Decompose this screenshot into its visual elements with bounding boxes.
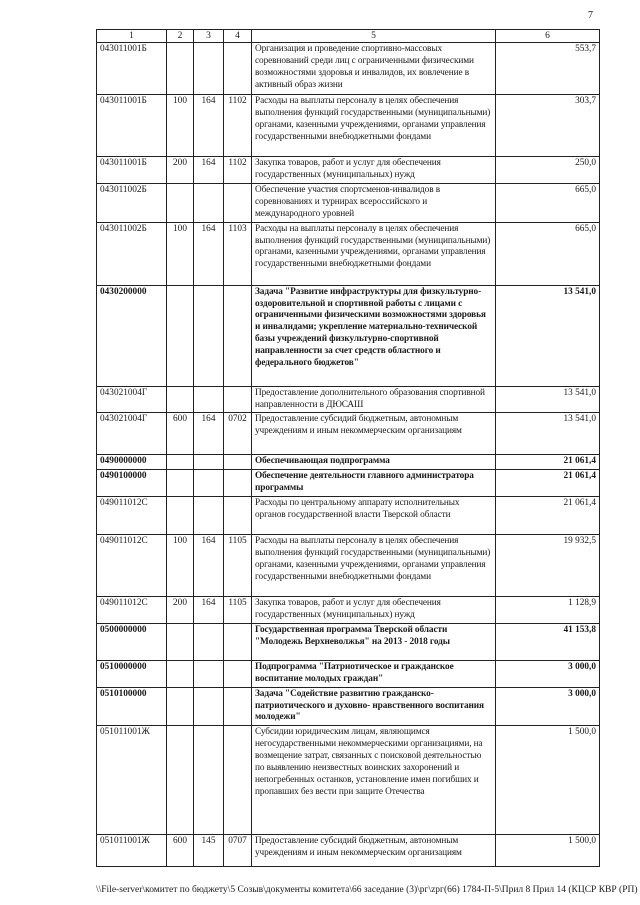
table-row bbox=[97, 597, 600, 624]
row-description: Расходы на выплаты персоналу в целях обеспечения выполнения функций государственными (муниципальными) органами, казенными учреждениями, органами управления государственными внебюджетными фондами bbox=[252, 222, 496, 285]
section-code: 1103 bbox=[224, 222, 252, 285]
row-amount: 3 000,0 bbox=[496, 687, 600, 726]
kvr-code bbox=[167, 497, 194, 535]
row-amount: 553,7 bbox=[496, 43, 600, 95]
kcsr-code: 0490100000 bbox=[97, 470, 167, 497]
kcsr-code: 043011001Б bbox=[97, 157, 167, 184]
row-amount: 665,0 bbox=[496, 183, 600, 222]
section-code: 1102 bbox=[224, 157, 252, 184]
admin-code bbox=[194, 455, 224, 470]
row-description: Предоставление дополнительного образования спортивной направленности в ДЮСАШ bbox=[252, 386, 496, 413]
section-code: 1102 bbox=[224, 95, 252, 157]
row-description: Расходы на выплаты персоналу в целях обеспечения выполнения функций государственными (муниципальными) органами, казенными учреждениями, органами управления государственными внебюджетными фондами bbox=[252, 95, 496, 157]
section-code bbox=[224, 497, 252, 535]
table-row bbox=[97, 183, 600, 222]
admin-code: 145 bbox=[194, 835, 224, 867]
section-code: 1105 bbox=[224, 535, 252, 597]
col-header-1: 1 bbox=[97, 30, 167, 43]
row-description: Расходы на выплаты персоналу в целях обеспечения выполнения функций государственными (муниципальными) органами, казенными учреждениями, органами управления государственными внебюджетными фондами bbox=[252, 535, 496, 597]
table-row bbox=[97, 455, 600, 470]
row-description: Предоставление субсидий бюджетным, автономным учреждениям и иным некоммерческим организациям bbox=[252, 835, 496, 867]
section-code: 0702 bbox=[224, 413, 252, 455]
row-description: Расходы по центральному аппарату исполнительных органов государственной власти Тверской области bbox=[252, 497, 496, 535]
row-amount: 3 000,0 bbox=[496, 660, 600, 687]
row-amount: 665,0 bbox=[496, 222, 600, 285]
table-row bbox=[97, 222, 600, 285]
section-code bbox=[224, 386, 252, 413]
kvr-code bbox=[167, 43, 194, 95]
row-amount: 13 541,0 bbox=[496, 413, 600, 455]
col-header-5: 5 bbox=[252, 30, 496, 43]
table-row bbox=[97, 687, 600, 726]
kcsr-code: 043011002Б bbox=[97, 183, 167, 222]
kvr-code bbox=[167, 660, 194, 687]
row-amount: 1 128,9 bbox=[496, 597, 600, 624]
kvr-code bbox=[167, 285, 194, 386]
section-code bbox=[224, 43, 252, 95]
row-amount: 13 541,0 bbox=[496, 386, 600, 413]
table-row bbox=[97, 95, 600, 157]
page-number: 7 bbox=[588, 10, 593, 21]
row-description: Организация и проведение спортивно-массовых соревнований среди лиц с ограниченными физическими возможностями здоровья и инвалидов, их вовлечение в активный образ жизни bbox=[252, 43, 496, 95]
admin-code bbox=[194, 660, 224, 687]
row-amount: 13 541,0 bbox=[496, 285, 600, 386]
kcsr-code: 051011001Ж bbox=[97, 726, 167, 835]
kvr-code: 200 bbox=[167, 157, 194, 184]
kvr-code bbox=[167, 183, 194, 222]
col-header-6: 6 bbox=[496, 30, 600, 43]
table-row bbox=[97, 726, 600, 835]
kcsr-code: 043021004Г bbox=[97, 386, 167, 413]
table-row bbox=[97, 43, 600, 95]
row-amount: 19 932,5 bbox=[496, 535, 600, 597]
row-amount: 1 500,0 bbox=[496, 835, 600, 867]
kvr-code bbox=[167, 726, 194, 835]
admin-code bbox=[194, 687, 224, 726]
row-description: Субсидии юридическим лицам, являющимся негосударственными некоммерческими организациями, на возмещение затрат, связанных с поисковой деятельностью по выявлению неизвестных воинских захоронений и непогребенных останков, установление имен погибших и пропавших без вести при защите Отечества bbox=[252, 726, 496, 835]
admin-code bbox=[194, 285, 224, 386]
table-row bbox=[97, 386, 600, 413]
row-amount: 303,7 bbox=[496, 95, 600, 157]
header-row bbox=[97, 30, 600, 43]
admin-code: 164 bbox=[194, 157, 224, 184]
kvr-code bbox=[167, 687, 194, 726]
row-description: Государственная программа Тверской области "Молодежь Верхневолжья" на 2013 - 2018 годы bbox=[252, 623, 496, 660]
admin-code: 164 bbox=[194, 413, 224, 455]
kvr-code: 100 bbox=[167, 95, 194, 157]
admin-code bbox=[194, 497, 224, 535]
admin-code: 164 bbox=[194, 535, 224, 597]
section-code bbox=[224, 285, 252, 386]
row-description: Обеспечение деятельности главного администратора программы bbox=[252, 470, 496, 497]
row-amount: 1 500,0 bbox=[496, 726, 600, 835]
section-code bbox=[224, 470, 252, 497]
kvr-code: 100 bbox=[167, 222, 194, 285]
row-description: Предоставление субсидий бюджетным, автономным учреждениям и иным некоммерческим организациям bbox=[252, 413, 496, 455]
admin-code: 164 bbox=[194, 95, 224, 157]
table-row bbox=[97, 157, 600, 184]
col-header-3: 3 bbox=[194, 30, 224, 43]
kvr-code: 100 bbox=[167, 535, 194, 597]
kcsr-code: 0510000000 bbox=[97, 660, 167, 687]
col-header-2: 2 bbox=[167, 30, 194, 43]
admin-code bbox=[194, 386, 224, 413]
kcsr-code: 049011012С bbox=[97, 597, 167, 624]
row-description: Обеспечивающая подпрограмма bbox=[252, 455, 496, 470]
section-code bbox=[224, 726, 252, 835]
kcsr-code: 0430200000 bbox=[97, 285, 167, 386]
admin-code bbox=[194, 726, 224, 835]
col-header-4: 4 bbox=[224, 30, 252, 43]
table-row bbox=[97, 835, 600, 867]
kcsr-code: 043011001Б bbox=[97, 95, 167, 157]
row-amount: 250,0 bbox=[496, 157, 600, 184]
table-row bbox=[97, 413, 600, 455]
table-row bbox=[97, 285, 600, 386]
kcsr-code: 043021004Г bbox=[97, 413, 167, 455]
kcsr-code: 0490000000 bbox=[97, 455, 167, 470]
file-path-footer: \\File-server\комитет по бюджету\5 Созыв\документы комитета\66 заседание (3)\рг\zрг(66) 1784-П-5\Прил 8 Прил 14 (КЦСР КВР (РП) bbox=[96, 885, 638, 895]
section-code bbox=[224, 660, 252, 687]
budget-table bbox=[96, 29, 600, 867]
table-row bbox=[97, 470, 600, 497]
row-description: Задача "Содействие развитию гражданско-патриотического и духовно- нравственного воспитания молодежи" bbox=[252, 687, 496, 726]
kvr-code bbox=[167, 623, 194, 660]
table-row bbox=[97, 535, 600, 597]
section-code bbox=[224, 455, 252, 470]
row-description: Закупка товаров, работ и услуг для обеспечения государственных (муниципальных) нужд bbox=[252, 157, 496, 184]
admin-code bbox=[194, 470, 224, 497]
row-description: Подпрограмма "Патриотическое и гражданское воспитание молодых граждан" bbox=[252, 660, 496, 687]
kcsr-code: 043011002Б bbox=[97, 222, 167, 285]
admin-code bbox=[194, 183, 224, 222]
section-code bbox=[224, 623, 252, 660]
row-amount: 41 153,8 bbox=[496, 623, 600, 660]
table-row bbox=[97, 623, 600, 660]
kvr-code bbox=[167, 386, 194, 413]
kvr-code: 600 bbox=[167, 835, 194, 867]
kvr-code: 600 bbox=[167, 413, 194, 455]
section-code: 0707 bbox=[224, 835, 252, 867]
kvr-code: 200 bbox=[167, 597, 194, 624]
admin-code: 164 bbox=[194, 222, 224, 285]
section-code: 1105 bbox=[224, 597, 252, 624]
kcsr-code: 049011012С bbox=[97, 497, 167, 535]
row-amount: 21 061,4 bbox=[496, 470, 600, 497]
table-row bbox=[97, 660, 600, 687]
kvr-code bbox=[167, 470, 194, 497]
row-description: Задача "Развитие инфраструктуры для физкультурно-оздоровительной и спортивной работы с лицами с ограниченными физическими возможностями здоровья и инвалидами; укрепление материально-технической базы учреждений физкультурно-спортивной направленности за счет средств областного и федерального бюджетов" bbox=[252, 285, 496, 386]
row-description: Закупка товаров, работ и услуг для обеспечения государственных (муниципальных) нужд bbox=[252, 597, 496, 624]
kcsr-code: 0510100000 bbox=[97, 687, 167, 726]
section-code bbox=[224, 687, 252, 726]
section-code bbox=[224, 183, 252, 222]
kcsr-code: 051011001Ж bbox=[97, 835, 167, 867]
admin-code: 164 bbox=[194, 597, 224, 624]
row-amount: 21 061,4 bbox=[496, 497, 600, 535]
kvr-code bbox=[167, 455, 194, 470]
kcsr-code: 043011001Б bbox=[97, 43, 167, 95]
kcsr-code: 049011012С bbox=[97, 535, 167, 597]
admin-code bbox=[194, 43, 224, 95]
table-row bbox=[97, 497, 600, 535]
admin-code bbox=[194, 623, 224, 660]
row-description: Обеспечение участия спортсменов-инвалидов в соревнованиях и турнирах всероссийского и международного уровней bbox=[252, 183, 496, 222]
kcsr-code: 0500000000 bbox=[97, 623, 167, 660]
row-amount: 21 061,4 bbox=[496, 455, 600, 470]
